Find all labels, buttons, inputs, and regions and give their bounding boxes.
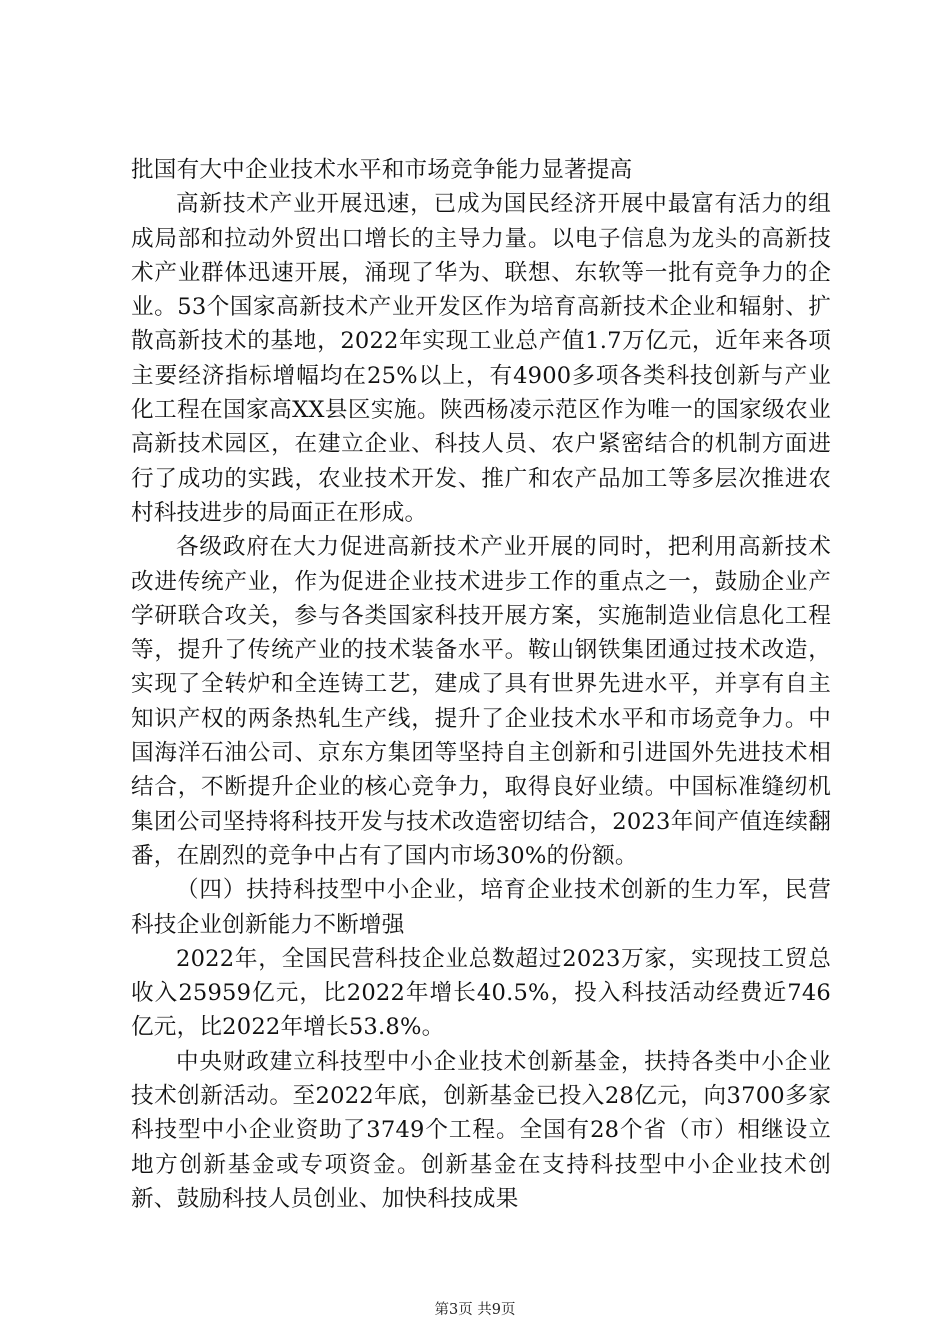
- paragraph-continuation: 批国有大中企业技术水平和市场竞争能力显著提高: [131, 157, 633, 183]
- document-body: [131, 153, 831, 1216]
- paragraph-private-tech-enterprises: 2022年，全国民营科技企业总数超过2023万家，实现技工贸总收入25959亿元，比2022年增长40.5%，投入科技活动经费近746亿元，比2022年增长53.8%。: [131, 945, 831, 1041]
- paragraph-high-tech-industry: 高新技术产业开展迅速，已成为国民经济开展中最富有活力的组成局部和拉动外贸出口增长的主导力量。以电子信息为龙头的高新技术产业群体迅速开展，涌现了华为、联想、东软等一批有竞争力的企业。53个国家高新技术产业开发区作为培育高新技术企业和辐射、扩散高新技术的基地，2022年实现工业总产值1.7万亿元，近年来各项主要经济指标增幅均在25%以上，有4900多项各类科技创新与产业化工程在国家高XX县区实施。陕西杨凌示范区作为唯一的国家级农业高新技术园区，在建立企业、科技人员、农户紧密结合的机制方面进行了成功的实践，农业技术开发、推广和农产品加工等多层次推进农村科技进步的局面正在形成。: [131, 191, 831, 526]
- paragraph-traditional-industry: 各级政府在大力促进高新技术产业开展的同时，把利用高新技术改进传统产业，作为促进企业技术进步工作的重点之一，鼓励企业产学研联合攻关，参与各类国家科技开展方案，实施制造业信息化工程等，提升了传统产业的技术装备水平。鞍山钢铁集团通过技术改造，实现了全转炉和全连铸工艺，建成了具有世界先进水平，并享有自主知识产权的两条热轧生产线，提升了企业技术水平和市场竞争力。中国海洋石油公司、京东方集团等坚持自主创新和引进国外先进技术相结合，不断提升企业的核心竞争力，取得良好业绩。中国标准缝纫机集团公司坚持将科技开发与技术改造密切结合，2023年间产值连续翻番，在剧烈的竞争中占有了国内市场30%的份额。: [131, 534, 831, 869]
- page-footer: [0, 1300, 950, 1320]
- section-heading-smes: （四）扶持科技型中小企业，培育企业技术创新的生力军，民营科技企业创新能力不断增强: [131, 877, 831, 938]
- paragraph-innovation-fund: 中央财政建立科技型中小企业技术创新基金，扶持各类中小企业技术创新活动。至2022年底，创新基金已投入28亿元，向3700多家科技型中小企业资助了3749个工程。全国有28个省（市）相继设立地方创新基金或专项资金。创新基金在支持科技型中小企业技术创新、鼓励科技人员创业、加快科技成果: [131, 1048, 831, 1212]
- page-number: 第3页 共9页: [434, 1302, 516, 1318]
